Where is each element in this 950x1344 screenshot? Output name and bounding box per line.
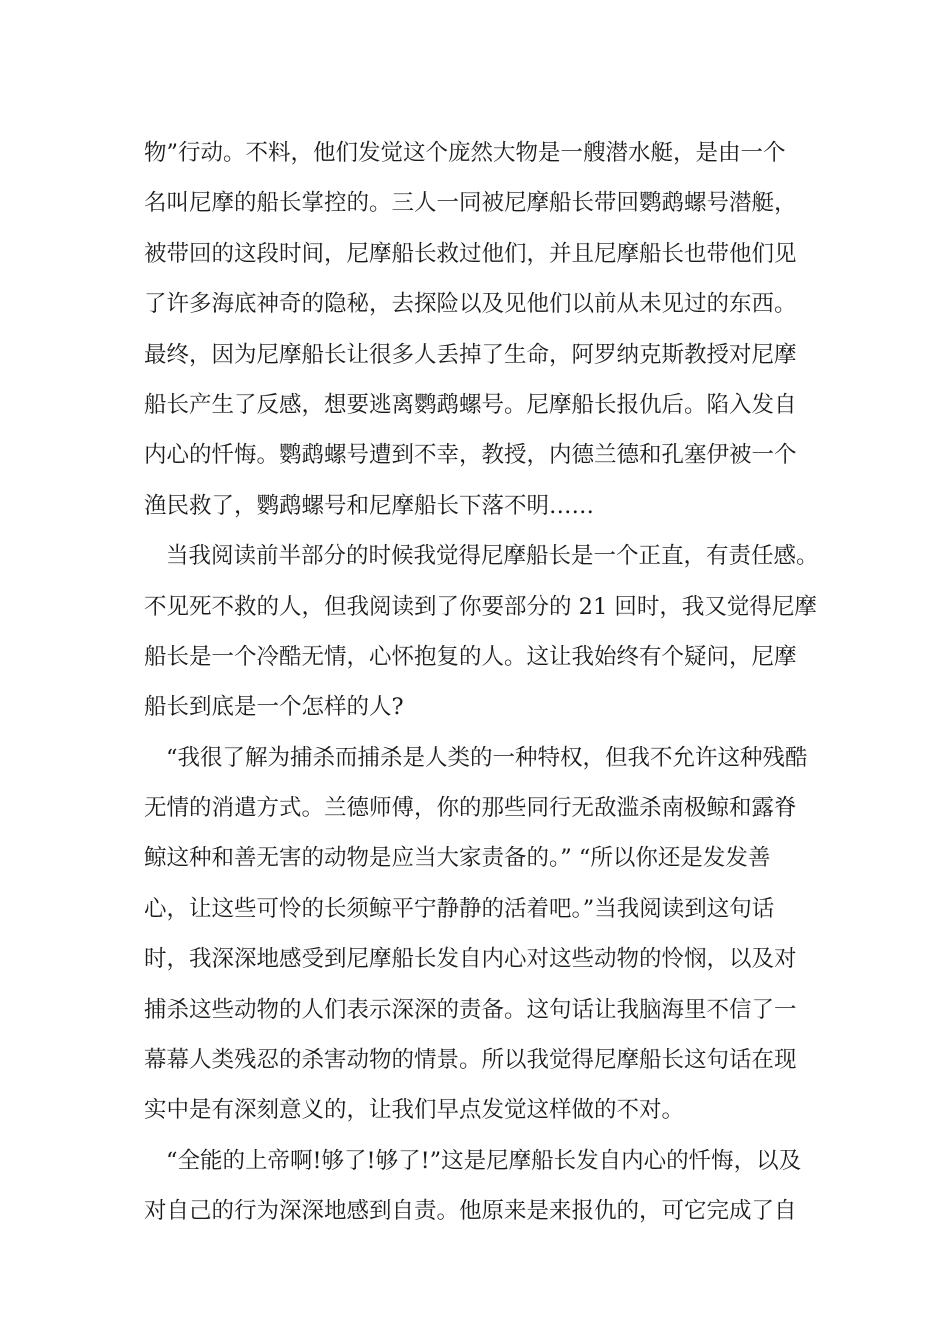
text-line: 船长到底是一个怎样的人? bbox=[144, 694, 404, 721]
text-line: 对自己的行为深深地感到自责。他原来是来报仇的，可它完成了自 bbox=[144, 1198, 797, 1225]
text-line: 实中是有深刻意义的，让我们早点发觉这样做的不对。 bbox=[144, 1097, 685, 1124]
paragraph-start-line: 当我阅读前半部分的时候我觉得尼摩船长是一个正直，有责任感。 bbox=[166, 543, 819, 570]
text-line: 捕杀这些动物的人们表示深深的责备。这句话让我脑海里不信了一 bbox=[144, 996, 797, 1023]
paragraph-start-line: “全能的上帝啊!够了!够了!”这是尼摩船长发自内心的忏悔，以及 bbox=[166, 1147, 802, 1174]
paragraph-start-line: “我很了解为捕杀而捕杀是人类的一种特权，但我不允许这种残酷 bbox=[166, 744, 808, 771]
text-line: 被带回的这段时间，尼摩船长救过他们，并且尼摩船长也带他们见 bbox=[144, 240, 797, 267]
text-line: 无情的消遣方式。兰德师傅，你的那些同行无敌滥杀南极鲸和露脊 bbox=[144, 795, 797, 822]
text-line: 物”行动。不料，他们发觉这个庞然大物是一艘潜水艇，是由一个 bbox=[144, 140, 786, 166]
text-line: 名叫尼摩的船长掌控的。三人一同被尼摩船长带回鹦鹉螺号潜艇， bbox=[144, 190, 797, 217]
document-text bbox=[144, 128, 844, 1237]
text-line: 时，我深深地感受到尼摩船长发自内心对这些动物的怜悯，以及对 bbox=[144, 946, 797, 973]
text-line: 心，让这些可怜的长须鲸平宁静静的活着吧。”当我阅读到这句话 bbox=[144, 895, 775, 922]
text-line: 鲸这种和善无害的动物是应当大家责备的。” “所以你还是发发善 bbox=[144, 845, 771, 872]
text-line: 最终，因为尼摩船长让很多人丢掉了生命，阿罗纳克斯教授对尼摩 bbox=[144, 341, 797, 368]
text-line: 船长产生了反感，想要逃离鹦鹉螺号。尼摩船长报仇后。陷入发自 bbox=[144, 391, 797, 418]
text-line: 不见死不救的人，但我阅读到了你要部分的 21 回时，我又觉得尼摩 bbox=[144, 593, 817, 620]
text-line: 了许多海底神奇的隐秘，去探险以及见他们以前从未见过的东西。 bbox=[144, 291, 797, 318]
text-line: 内心的忏悔。鹦鹉螺号遭到不幸，教授，内德兰德和孔塞伊被一个 bbox=[144, 442, 797, 469]
text-line: 幕幕人类残忍的杀害动物的情景。所以我觉得尼摩船长这句话在现 bbox=[144, 1047, 797, 1074]
text-line: 船长是一个冷酷无情，心怀抱复的人。这让我始终有个疑问，尼摩 bbox=[144, 643, 797, 670]
text-line: 渔民救了，鹦鹉螺号和尼摩船长下落不明…… bbox=[144, 492, 595, 519]
